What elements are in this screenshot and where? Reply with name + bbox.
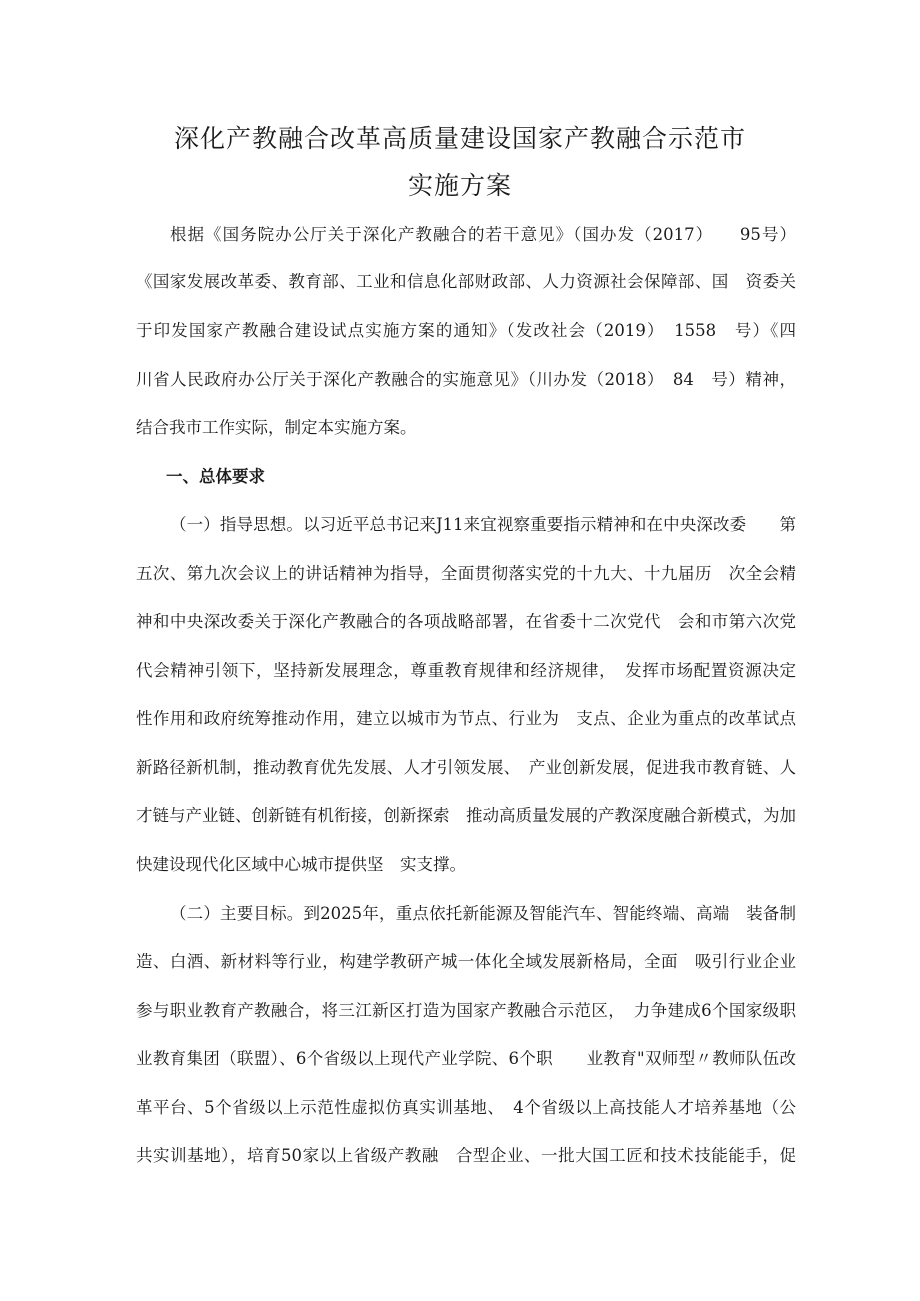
document-title-line-1: 深化产教融合改革高质量建设国家产教融合示范市 bbox=[173, 124, 746, 153]
paragraph-line: 革平台、5个省级以上示范性虚拟仿真实训基地、 4个省级以上高技能人才培养基地（公 bbox=[136, 1098, 796, 1117]
paragraph-line: 造、白酒、新材料等行业，构建学教研产城一体化全域发展新格局，全面 吸引行业企业 bbox=[136, 952, 796, 971]
document-title-line-2: 实施方案 bbox=[407, 171, 512, 200]
paragraph-line: 神和中央深改委关于深化产教融合的各项战略部署，在省委十二次党代 会和市第六次党 bbox=[136, 612, 796, 631]
paragraph-line: 性作用和政府统筹推动作用，建立以城市为节点、行业为 支点、企业为重点的改革试点 bbox=[136, 709, 796, 728]
intro-line: 于印发国家产教融合建设试点实施方案的通知》（发改社会（2019） 1558 号）《四 bbox=[136, 321, 796, 340]
paragraph-line: （二）主要目标。到2025年，重点依托新能源及智能汽车、智能终端、高端 装备制 bbox=[170, 904, 796, 923]
intro-line: 根据《国务院办公厅关于深化产教融合的若干意见》（国办发（2017） 95号） bbox=[170, 225, 796, 244]
paragraph-line: （一）指导思想。以习近平总书记来J11来宜视察重要指示精神和在中央深改委 第 bbox=[170, 515, 796, 534]
intro-line: 《国家发展改革委、教育部、工业和信息化部财政部、人力资源社会保障部、国 资委关 bbox=[136, 272, 796, 291]
paragraph-line: 五次、第九次会议上的讲话精神为指导，全面贯彻落实党的十九大、十九届历 次全会精 bbox=[136, 564, 796, 583]
paragraph-line: 共实训基地），培育50家以上省级产教融 合型企业、一批大国工匠和技术技能能手，促 bbox=[136, 1146, 796, 1165]
intro-line: 川省人民政府办公厅关于深化产教融合的实施意见》（川办发（2018） 84 号）精神， bbox=[136, 370, 796, 389]
section-heading: 一、总体要求 bbox=[166, 467, 265, 486]
intro-line: 结合我市工作实际，制定本实施方案。 bbox=[136, 418, 417, 437]
paragraph-line: 新路径新机制，推动教育优先发展、人才引领发展、 产业创新发展，促进我市教育链、人 bbox=[136, 758, 796, 777]
paragraph-line: 快建设现代化区域中心城市提供坚 实支撑。 bbox=[136, 855, 466, 874]
paragraph-line: 参与职业教育产教融合，将三江新区打造为国家产教融合示范区， 力争建成6个国家级职 bbox=[136, 1001, 796, 1020]
paragraph-line: 业教育集团（联盟）、6个省级以上现代产业学院、6个职 业教育"双师型〃教师队伍改 bbox=[136, 1049, 796, 1068]
paragraph-line: 才链与产业链、创新链有机衔接，创新探索 推动高质量发展的产教深度融合新模式，为加 bbox=[136, 806, 796, 825]
paragraph-line: 代会精神引领下，坚持新发展理念，尊重教育规律和经济规律， 发挥市场配置资源决定 bbox=[136, 661, 796, 680]
